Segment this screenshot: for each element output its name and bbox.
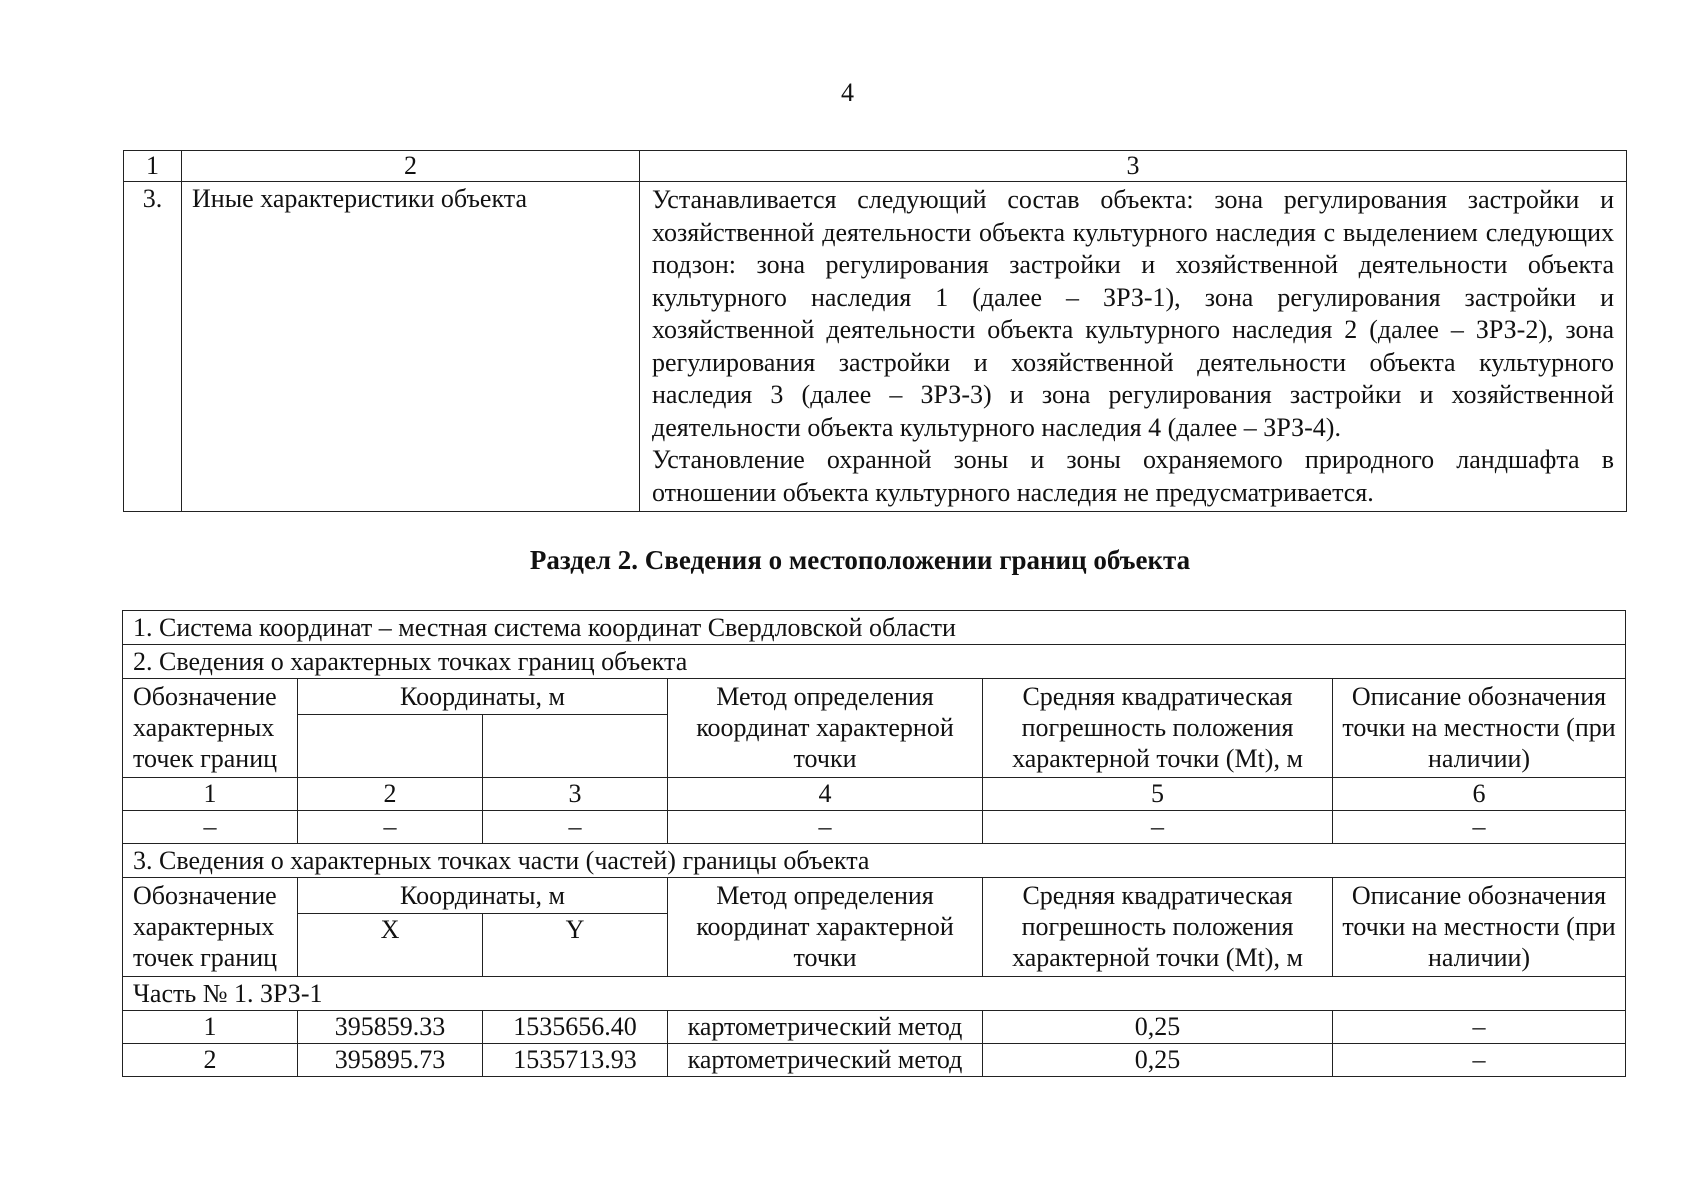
coord-x: 395895.73 [298,1044,483,1077]
dash-cell: – [983,811,1333,844]
dash-cell: – [1333,811,1626,844]
column-number: 1 [123,778,298,811]
description-header: Описание обозначения точки на местности (при наличии) [1333,679,1626,778]
dash-cell: – [668,811,983,844]
object-characteristics-table [123,150,1627,512]
point-number: 1 [123,1011,298,1044]
error: 0,25 [983,1044,1333,1077]
table-row [124,182,1627,512]
table-row [123,1011,1626,1044]
row-description [640,182,1627,512]
coord-y-header: Y [483,914,668,977]
boundary-points-heading: 2. Сведения о характерных точках границ объекта [123,645,1626,679]
header-cell-2: 2 [182,151,640,182]
description: – [1333,1011,1626,1044]
header-cell-1: 1 [124,151,182,182]
row-label: Иные характеристики объекта [182,182,640,512]
error-header-2: Средняя квадратическая погрешность положения характерной точки (Mt), м [983,878,1333,977]
coord-x-header-empty [298,715,483,778]
coordinates-header-2: Координаты, м [298,878,668,914]
row-number: 3. [124,182,182,512]
coord-y: 1535656.40 [483,1011,668,1044]
empty-data-row [123,811,1626,844]
coordinates-header: Координаты, м [298,679,668,715]
coord-x: 395859.33 [298,1011,483,1044]
page-number: 4 [841,78,854,107]
method-header: Метод определения координат характерной точки [668,679,983,778]
point-number: 2 [123,1044,298,1077]
table-row [123,1044,1626,1077]
column-number-row [123,778,1626,811]
coordinate-system-row: 1. Система координат – местная система координат Свердловской области [123,611,1626,645]
dash-cell: – [123,811,298,844]
error: 0,25 [983,1011,1333,1044]
coord-y: 1535713.93 [483,1044,668,1077]
dash-cell: – [298,811,483,844]
column-number: 6 [1333,778,1626,811]
description-paragraph-1: Устанавливается следующий состав объекта: зона регулирования застройки и хозяйственной деятельности объекта культурного наследия с выделением следующих подзон: зона регулирования застройки и хозяйственной деятельности объекта культурного наследия 1 (далее – ЗРЗ-1), зона регулирования застройки и хозяйственной деятельности объекта культурного наследия 2 (далее – ЗРЗ-2), зона регулирования застройки и хозяйственной деятельности объекта культурного наследия 3 (далее – ЗРЗ-3) и зона регулирования застройки и хозяйственной деятельности объекта культурного наследия 4 (далее – ЗРЗ-4). [652,185,1614,442]
header-cell-3: 3 [640,151,1627,182]
part-label-row: Часть № 1. ЗРЗ-1 [123,977,1626,1011]
coord-x-header: X [298,914,483,977]
description: – [1333,1044,1626,1077]
method: картометрический метод [668,1044,983,1077]
coord-y-header-empty [483,715,668,778]
column-number: 3 [483,778,668,811]
dash-cell: – [483,811,668,844]
description-header-2: Описание обозначения точки на местности (при наличии) [1333,878,1626,977]
part-points-heading: 3. Сведения о характерных точках части (частей) границы объекта [123,844,1626,878]
column-number: 2 [298,778,483,811]
error-header: Средняя квадратическая погрешность положения характерной точки (Mt), м [983,679,1333,778]
column-number: 4 [668,778,983,811]
designation-header-2: Обозначение характерных точек границ [123,878,298,977]
table-header-row [124,151,1627,182]
description-paragraph-2: Установление охранной зоны и зоны охраняемого природного ландшафта в отношении объекта культурного наследия не предусматривается. [652,445,1614,507]
designation-header: Обозначение характерных точек границ [123,679,298,778]
method: картометрический метод [668,1011,983,1044]
boundary-points-table [122,610,1626,1077]
column-number: 5 [983,778,1333,811]
section-title: Раздел 2. Сведения о местоположении границ объекта [529,545,1191,575]
method-header-2: Метод определения координат характерной точки [668,878,983,977]
